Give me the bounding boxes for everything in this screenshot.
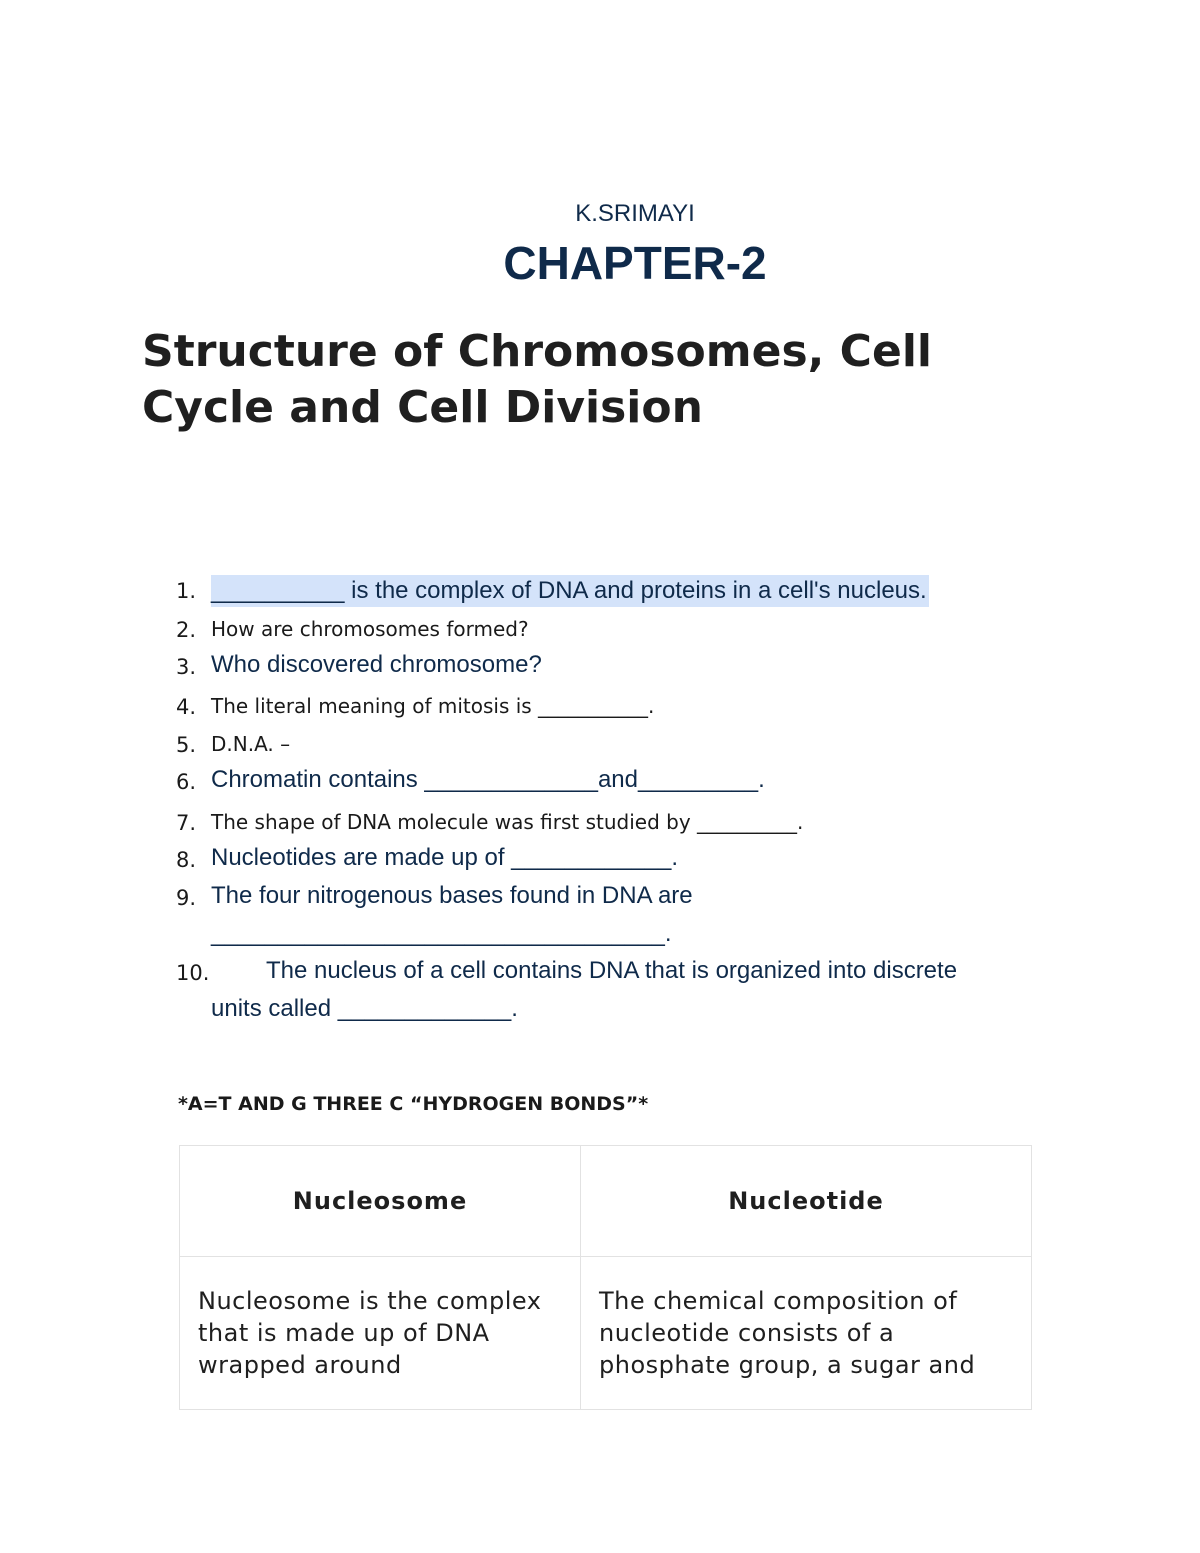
question-text-continued: units called _____________. (211, 995, 518, 1022)
question-text: Chromatin contains _____________and_________. (211, 766, 765, 793)
question-text: The shape of DNA molecule was first studied by __________. (211, 810, 804, 834)
question-text: __________ is the complex of DNA and proteins in a cell's nucleus. (211, 575, 929, 607)
question-number: 4. (176, 695, 197, 719)
question-number: 5. (176, 733, 197, 757)
question-text: The four nitrogenous bases found in DNA are (211, 882, 693, 909)
question-text-continued: __________________________________. (211, 920, 672, 947)
question-number: 8. (176, 848, 197, 872)
table-cell-nucleotide: The chemical composition of nucleotide consists of a phosphate group, a sugar and (581, 1257, 1032, 1410)
question-text: How are chromosomes formed? (211, 617, 529, 641)
question-text: Nucleotides are made up of ____________. (211, 844, 679, 871)
question-text: The nucleus of a cell contains DNA that is organized into discrete (266, 957, 958, 984)
question-number: 2. (176, 618, 197, 642)
hydrogen-bonds-note: *A=T AND G THREE C “HYDROGEN BONDS”* (178, 1093, 649, 1115)
chapter-heading: CHAPTER-2 (503, 237, 767, 289)
page-title: Structure of Chromosomes, Cell Cycle and Cell Division (142, 326, 932, 433)
question-number: 6. (176, 770, 197, 794)
question-text: The literal meaning of mitosis is ___________. (211, 694, 655, 718)
question-number: 7. (176, 811, 197, 835)
question-number: 1. (176, 579, 197, 603)
question-text: Who discovered chromosome? (211, 651, 542, 678)
table-header-nucleotide: Nucleotide (581, 1146, 1032, 1257)
table-header-row (180, 1146, 1032, 1257)
comparison-table (179, 1145, 1032, 1410)
table-row (180, 1257, 1032, 1410)
question-text: D.N.A. – (211, 732, 291, 756)
table-header-nucleosome: Nucleosome (180, 1146, 581, 1257)
table-cell-nucleosome: Nucleosome is the complex that is made up of DNA wrapped around (180, 1257, 581, 1410)
question-number: 3. (176, 655, 197, 679)
question-number: 10. (176, 961, 210, 985)
question-number: 9. (176, 886, 197, 910)
author-name: K.SRIMAYI (575, 200, 695, 227)
